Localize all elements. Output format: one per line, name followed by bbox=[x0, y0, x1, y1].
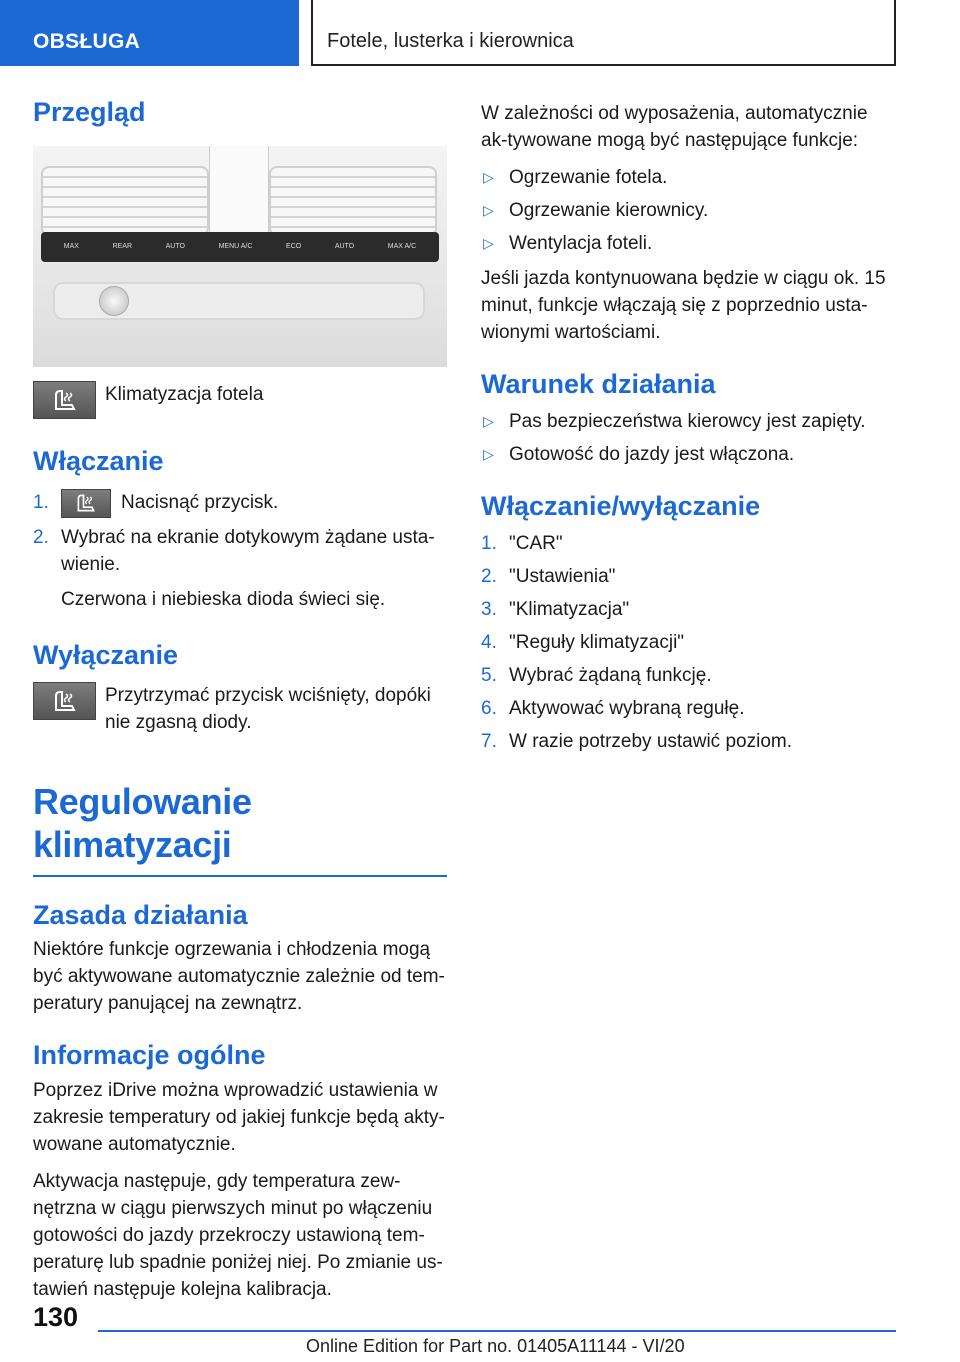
general-paragraph-2: Aktywacja następuje, gdy temperatura zew‐nętrzna w ciągu pierwszych minut po włączeniu gotowości do jazdy przekroczy ustawioną tem‐peraturę lub spadnie poniżej niej. Po zmianie us‐tawień następuje kolejna kalibracja. bbox=[33, 1171, 443, 1301]
list-item: ▷ Wentylacja foteli. bbox=[481, 230, 895, 257]
on-heading: Włączanie bbox=[33, 445, 164, 476]
step-text: Wybrać na ekranie dotykowym żądane usta‐wienie. bbox=[61, 526, 435, 575]
condition-heading: Warunek działania bbox=[481, 369, 716, 399]
center-display bbox=[209, 146, 269, 238]
chapter-title: Fotele, lusterka i kierownica bbox=[311, 0, 896, 66]
list-item: 4. "Reguły klimatyzacji" bbox=[481, 631, 685, 653]
air-vent-left bbox=[41, 166, 209, 236]
overview-heading: Przegląd bbox=[33, 97, 146, 127]
step-note: Czerwona i niebieska dioda świeci się. bbox=[61, 588, 386, 610]
triangle-right-icon: ▷ bbox=[483, 202, 494, 218]
panel-button: MENU A/C bbox=[218, 243, 253, 251]
climate-button-panel bbox=[41, 232, 439, 262]
off-row bbox=[33, 682, 447, 736]
general-heading: Informacje ogólne bbox=[33, 1040, 266, 1071]
seat-ventilation-icon bbox=[61, 489, 111, 518]
icon-caption-row bbox=[33, 381, 447, 419]
off-text: Przytrzymać przycisk wciśnięty, dopóki nie zgasną diody. bbox=[105, 685, 431, 734]
conditions-list bbox=[481, 408, 895, 468]
step-text: Nacisnąć przycisk. bbox=[121, 491, 279, 513]
list-item: 7. W razie potrzeby ustawić poziom. bbox=[481, 730, 792, 752]
off-heading: Wyłączanie bbox=[33, 639, 179, 670]
panel-button: AUTO bbox=[334, 243, 355, 251]
onoff-steps bbox=[481, 530, 895, 755]
list-item: 1. "CAR" bbox=[481, 532, 563, 554]
intro-text: W zależności od wyposażenia, automatycznie ak‐tywowane mogą być następujące funkcje: bbox=[481, 103, 868, 151]
panel-button: ECO bbox=[286, 243, 302, 251]
seat-ventilation-icon bbox=[33, 682, 96, 720]
edition-footer: Online Edition for Part no. 01405A11144 - VI/20 bbox=[306, 1336, 685, 1356]
list-item: ▷ Gotowość do jazdy jest włączona. bbox=[481, 441, 895, 468]
panel-button: MAX bbox=[63, 243, 79, 251]
principle-text: Niektóre funkcje ogrzewania i chłodzenia mogą być aktywowane automatycznie zależnie od tem‐peratury panującej na zewnątrz. bbox=[33, 939, 445, 1015]
list-item: ▷ Ogrzewanie kierownicy. bbox=[481, 197, 895, 224]
left-column bbox=[33, 96, 447, 1313]
right-column bbox=[481, 100, 895, 761]
list-item: ▷ Pas bezpieczeństwa kierowcy jest zapięty. bbox=[481, 408, 895, 435]
list-item: 6. Aktywować wybraną regułę. bbox=[481, 697, 745, 719]
climate-panel-photo bbox=[33, 146, 447, 367]
on-steps bbox=[33, 489, 447, 613]
air-vent-right bbox=[269, 166, 437, 236]
panel-button: REAR bbox=[112, 243, 133, 251]
footer-rule bbox=[98, 1330, 896, 1332]
triangle-right-icon: ▷ bbox=[483, 412, 494, 429]
icon-caption: Klimatyzacja fotela bbox=[105, 383, 264, 405]
list-item: ▷ Ogrzewanie fotela. bbox=[481, 164, 895, 191]
general-paragraph-1: Poprzez iDrive można wprowadzić ustawienia w zakresie temperatury od jakiej funkcje będą akty‐wowane automatycznie. bbox=[33, 1080, 445, 1156]
triangle-right-icon: ▷ bbox=[483, 235, 494, 251]
page-header bbox=[0, 0, 960, 66]
seat-ventilation-icon bbox=[33, 381, 96, 419]
functions-list bbox=[481, 164, 895, 257]
principle-heading: Zasada działania bbox=[33, 899, 248, 930]
panel-button: MAX A/C bbox=[387, 243, 417, 251]
main-heading: Regulowanie klimatyzacji bbox=[33, 780, 447, 876]
triangle-right-icon: ▷ bbox=[483, 169, 494, 185]
section-tab: OBSŁUGA bbox=[0, 0, 299, 66]
list-item: 5. Wybrać żądaną funkcję. bbox=[481, 664, 712, 686]
onoff-heading: Włączanie/wyłączanie bbox=[481, 490, 761, 521]
panel-button: AUTO bbox=[165, 243, 185, 251]
page-number: 130 bbox=[33, 1302, 79, 1332]
list-item: 1. Nacisnąć przycisk. bbox=[33, 489, 447, 518]
continue-text: Jeśli jazda kontynuowana będzie w ciągu ok. 15 minut, funkcje włączają się z poprzednio usta‐wionymi wartościami. bbox=[481, 268, 886, 343]
list-item: 2. Wybrać na ekranie dotykowym żądane usta‐wienie. Czerwona i niebieska dioda świeci się. bbox=[33, 524, 447, 613]
triangle-right-icon: ▷ bbox=[483, 445, 494, 462]
volume-knob bbox=[99, 286, 129, 316]
list-item: 2. "Ustawienia" bbox=[481, 565, 616, 587]
list-item: 3. "Klimatyzacja" bbox=[481, 598, 630, 620]
